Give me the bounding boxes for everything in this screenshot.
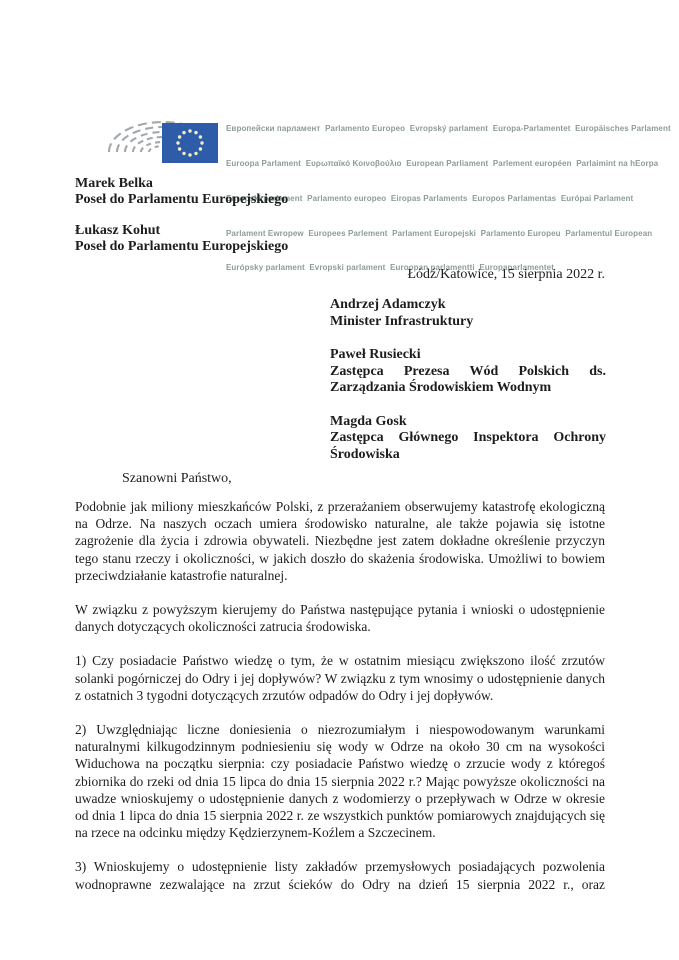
ep-wordmark-line: Parlament Ewropew Europees Parlement Parlament Europejski Parlamento Europeu Parlamentul European (226, 228, 653, 238)
ep-hemicycle-flag-icon (107, 96, 219, 164)
letter-body (75, 498, 605, 910)
paragraph-question-3: 3) Wnioskujemy o udostępnienie listy zakładów przemysłowych posiadających pozwolenia wodnoprawne zezwalające na zrzut ścieków do Odry na dzień 15 sierpnia 2022 r., oraz (75, 859, 605, 892)
sender-name: Marek Belka (75, 176, 153, 191)
ep-wordmark-line: Euroopa Parlament Ευρωπαϊκό Κοινοβούλιο European Parliament Parlement européen Parlaimint na hEorpa (226, 158, 659, 168)
ep-wordmark-line: Európsky parlament Evropski parlament Euroopan parlamentti Europaparlamentet (226, 263, 554, 273)
sender-block (75, 176, 288, 270)
paragraph-intro: Podobnie jak miliony mieszkańców Polski, z przerażaniem obserwujemy katastrofę ekologiczną na Odrze. Na naszych oczach umiera środowisko naturalne, ale także pojawia się istotne zagrożenie dla życia i zdrowia obywateli. Niezbędne jest zatem dokładne określenie przyczyn tego stanu rzeczy i okoliczności, w jakich doszło do skażenia środowiska. Umożliwi to bowiem przeciwdziałanie katastrofie naturalnej. (75, 499, 605, 583)
recipients-block (330, 297, 606, 480)
sender-lukasz-kohut (75, 223, 288, 255)
recipient-magda-gosk (330, 414, 606, 464)
paragraph-question-2: 2) Uwzględniając liczne doniesienia o niezrozumiałym i niespowodowanym warunkami naturalnymi kilkugodzinnym podniesieniu się wody w Odrze na około 30 cm na wysokości Widuchowa na początku sierpnia: czy posiadacie Państwo wiedzę o zrzucie wody z któregoś zbiornika do rzeki od dnia 15 lipca do dnia 15 sierpnia 2022 r.? Mając powyższe okoliczności na uwadze wnioskujemy o udostępnienie danych z wodomierzy o przepływach w Odrze w okresie od dnia 1 lipca do dnia 15 sierpnia 2022 r. ze wszystkich punktów pomiarowych znajdujących się na rzece na odcinku między Kędzierzynem-Koźlem a Szczecinem. (75, 722, 605, 841)
ep-wordmark-line: Европейски парламент Parlamento Europeo Evropský parlament Europa-Parlamentet Europäisches Parlament (226, 124, 671, 134)
sender-name: Łukasz Kohut (75, 223, 161, 238)
ep-wordmark-line: Europski parlament Parlamento europeo Eiropas Parlaments Europos Parlamentas Európai Parlament (226, 193, 634, 203)
salutation: Szanowni Państwo, (122, 471, 232, 486)
recipient-title: Minister Infrastruktury (330, 313, 474, 329)
sender-marek-belka (75, 176, 288, 208)
dateline: Łódź/Katowice, 15 sierpnia 2022 r. (407, 267, 605, 282)
recipient-title: Zastępca Prezesa Wód Polskich ds. Zarządzania Środowiskiem Wodnym (330, 363, 606, 395)
paragraph-request-intro: W związku z powyższym kierujemy do Państwa następujące pytania i wnioski o udostępnienie danych dotyczących okoliczności zatrucia środowiska. (75, 602, 605, 635)
sender-title: Poseł do Parlamentu Europejskiego (75, 239, 289, 254)
recipient-name: Andrzej Adamczyk (330, 297, 446, 312)
eu-flag-icon (162, 123, 218, 163)
recipient-andrzej-adamczyk (330, 297, 606, 330)
paragraph-question-1: 1) Czy posiadacie Państwo wiedzę o tym, że w ostatnim miesiącu zwiększono ilość zrzutów solanki pogórniczej do Odry i jej dopływów? W związku z tym wnosimy o udostępnienie danych z ostatnich 3 tygodni dotyczących zrzutów odpadów do Odry i jej dopływów. (75, 653, 605, 703)
recipient-title: Zastępca Głównego Inspektora Ochrony Środowiska (330, 430, 606, 462)
recipient-name: Paweł Rusiecki (330, 347, 421, 362)
sender-title: Poseł do Parlamentu Europejskiego (75, 192, 289, 207)
recipient-pawel-rusiecki (330, 347, 606, 397)
recipient-name: Magda Gosk (330, 413, 407, 429)
